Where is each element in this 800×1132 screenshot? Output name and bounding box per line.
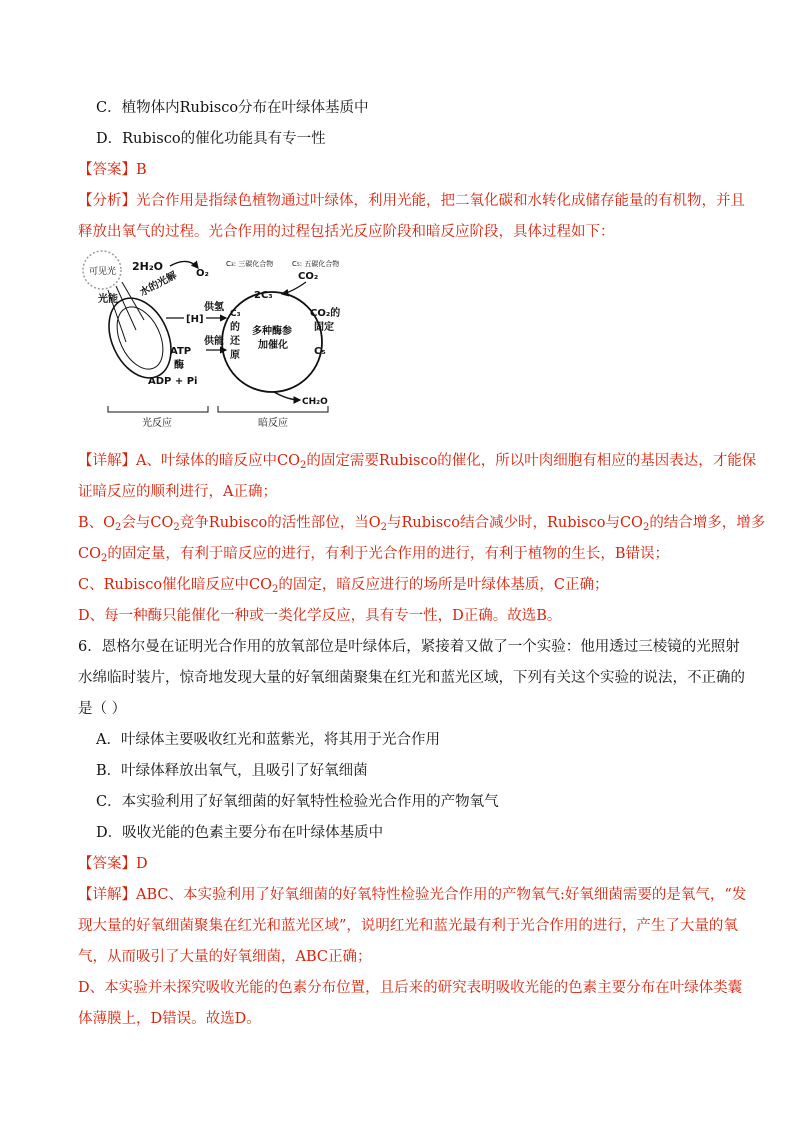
q6-stem-3: 是（ ） xyxy=(78,701,127,717)
q6-answer-line xyxy=(78,855,148,873)
detail-b-text: 的结合增多，增多 xyxy=(649,515,766,531)
c3-reduction-2: 的 xyxy=(230,322,240,333)
c3-reduction-4: 原 xyxy=(230,350,240,361)
enzymes-1: 多种酶参 xyxy=(252,326,292,337)
ch2o-label: CH₂O xyxy=(302,397,328,407)
q6-answer-tag: 【答案】 xyxy=(78,856,136,872)
detail-d-line: D、每一种酶只能催化一种或一类化学反应，具有专一性，D正确。故选B。 xyxy=(78,608,562,624)
detail-tag: 【详解】 xyxy=(78,453,136,469)
detail-c-line xyxy=(78,576,609,594)
q6-detail-text-1: ABC、本实验利用了好氧细菌的好氧特性检验光合作用的产物氧气:好氧细菌需要的是氧气，“发 xyxy=(136,887,747,903)
q6-stem-2: 水绵临时装片，惊奇地发现大量的好氧细菌聚集在红光和蓝光区域，下列有关这个实验的说法，不正确的 xyxy=(78,670,745,686)
ch2o-arrow xyxy=(274,392,300,400)
subscript: 2 xyxy=(100,553,108,564)
c5-legend: C₅: 五碳化合物 xyxy=(292,260,340,268)
water-label: 2H₂O xyxy=(132,260,164,273)
detail-b-line-2 xyxy=(78,545,669,563)
answer-value: B xyxy=(136,162,147,178)
detail-a-line-2: 证暗反应的顺利进行，A正确； xyxy=(78,484,277,500)
dark-reaction-label: 暗反应 xyxy=(258,418,288,428)
q6-stem-1: 6．恩格尔曼在证明光合作用的放氧部位是叶绿体后，紧接着又做了一个实验：他用透过三棱镜的光照射 xyxy=(78,639,740,655)
co2-arrow xyxy=(282,282,306,294)
q6-option-a: A．叶绿体主要吸收红光和蓝紫光，将其用于光合作用 xyxy=(96,732,440,748)
subscript: 2 xyxy=(173,522,180,533)
answer-line xyxy=(78,161,147,179)
analysis-tag: 【分析】 xyxy=(78,193,136,209)
detail-b-text: 与Rubisco结合减少时，Rubisco与CO xyxy=(387,515,643,531)
co2-fixation-2: 固定 xyxy=(314,322,334,333)
q6-option-d: D．吸收光能的色素主要分布在叶绿体基质中 xyxy=(96,825,384,841)
detail-a-line-1 xyxy=(78,452,756,470)
photosynthesis-diagram xyxy=(78,250,368,428)
detail-b-text: B、O xyxy=(78,515,116,531)
adp-label: ADP + Pi xyxy=(148,376,198,387)
detail-b-line-1 xyxy=(78,514,765,532)
detail-a-text: 的固定需要Rubisco的催化，所以叶肉细胞有相应的基因表达，才能保 xyxy=(306,453,757,469)
sun-icon xyxy=(83,251,121,289)
subscript: 2 xyxy=(380,522,388,533)
detail-b-text: 竞争Rubisco的活性部位，当O xyxy=(179,515,381,531)
detail-c-text: C、Rubisco催化暗反应中CO xyxy=(78,577,273,593)
q6-detail-line-3: 气，从而吸引了大量的好氧细菌，ABC正确； xyxy=(78,949,372,965)
detail-a-text: A、叶绿体的暗反应中CO xyxy=(136,453,300,469)
water-photolysis-label: 水的光解 xyxy=(138,270,179,299)
subscript: 2 xyxy=(642,522,650,533)
c3-reduction-3: 还 xyxy=(230,336,240,347)
atp-label: ATP xyxy=(170,346,192,357)
hydrogen-label: [H] xyxy=(186,314,204,325)
light-reaction-brace xyxy=(108,406,208,412)
light-reaction-label: 光反应 xyxy=(142,418,172,428)
supply-energy-label: 供能 xyxy=(204,336,224,347)
two-c3-label: 2C₃ xyxy=(254,290,273,301)
q6-answer-value: D xyxy=(136,856,148,872)
q6-option-c: C．本实验利用了好氧细菌的好氧特性检验光合作用的产物氧气 xyxy=(96,794,499,810)
analysis-text-1: 光合作用是指绿色植物通过叶绿体，利用光能，把二氧化碳和水转化成储存能量的有机物，并且 xyxy=(136,193,745,209)
q6-detail-tag: 【详解】 xyxy=(78,887,136,903)
c5-label: C₅ xyxy=(314,346,326,357)
q6-detail-line-4: D、本实验并未探究吸收光能的色素分布位置，且后来的研究表明吸收光能的色素主要分布在叶绿体类囊 xyxy=(78,980,743,996)
oxygen-arrow xyxy=(170,261,198,268)
answer-tag: 【答案】 xyxy=(78,162,136,178)
c3-legend: C₃: 三碳化合物 xyxy=(226,260,274,268)
visible-light-label: 可见光 xyxy=(89,267,117,277)
thylakoid-inner xyxy=(108,300,172,377)
subscript: 2 xyxy=(299,460,307,471)
enzyme-label: 酶 xyxy=(174,360,184,371)
option-c: C．植物体内Rubisco分布在叶绿体基质中 xyxy=(96,100,369,116)
subscript: 2 xyxy=(272,584,279,595)
option-d: D．Rubisco的催化功能具有专一性 xyxy=(96,131,326,147)
light-energy-label: 光能 xyxy=(98,294,118,305)
q6-detail-line-1 xyxy=(78,886,746,904)
c3-reduction-1: C₃ xyxy=(230,309,241,319)
analysis-line-2: 释放出氧气的过程。光合作用的过程包括光反应阶段和暗反应阶段，具体过程如下： xyxy=(78,224,615,240)
q6-option-b: B．叶绿体释放出氧气，且吸引了好氧细菌 xyxy=(96,763,368,779)
detail-b-text: CO xyxy=(78,546,101,562)
co2-label: CO₂ xyxy=(298,271,319,282)
subscript: 2 xyxy=(115,522,122,533)
detail-b-text: 会与CO xyxy=(121,515,174,531)
supply-h-label: 供氢 xyxy=(204,302,224,313)
q6-detail-line-2: 现大量的好氧细菌聚集在红光和蓝光区域”，说明红光和蓝光最有利于光合作用的进行，产生了大量的氧 xyxy=(78,918,738,934)
enzymes-2: 加催化 xyxy=(258,340,288,351)
oxygen-label: O₂ xyxy=(196,268,209,279)
q6-detail-line-5: 体薄膜上，D错误。故选D。 xyxy=(78,1011,261,1027)
analysis-line-1 xyxy=(78,192,745,210)
co2-fixation-1: CO₂的 xyxy=(310,308,341,319)
detail-b-text: 的固定量，有利于暗反应的进行，有利于光合作用的进行，有利于植物的生长，B错误； xyxy=(107,546,670,562)
detail-c-text: 的固定，暗反应进行的场所是叶绿体基质，C正确； xyxy=(278,577,609,593)
